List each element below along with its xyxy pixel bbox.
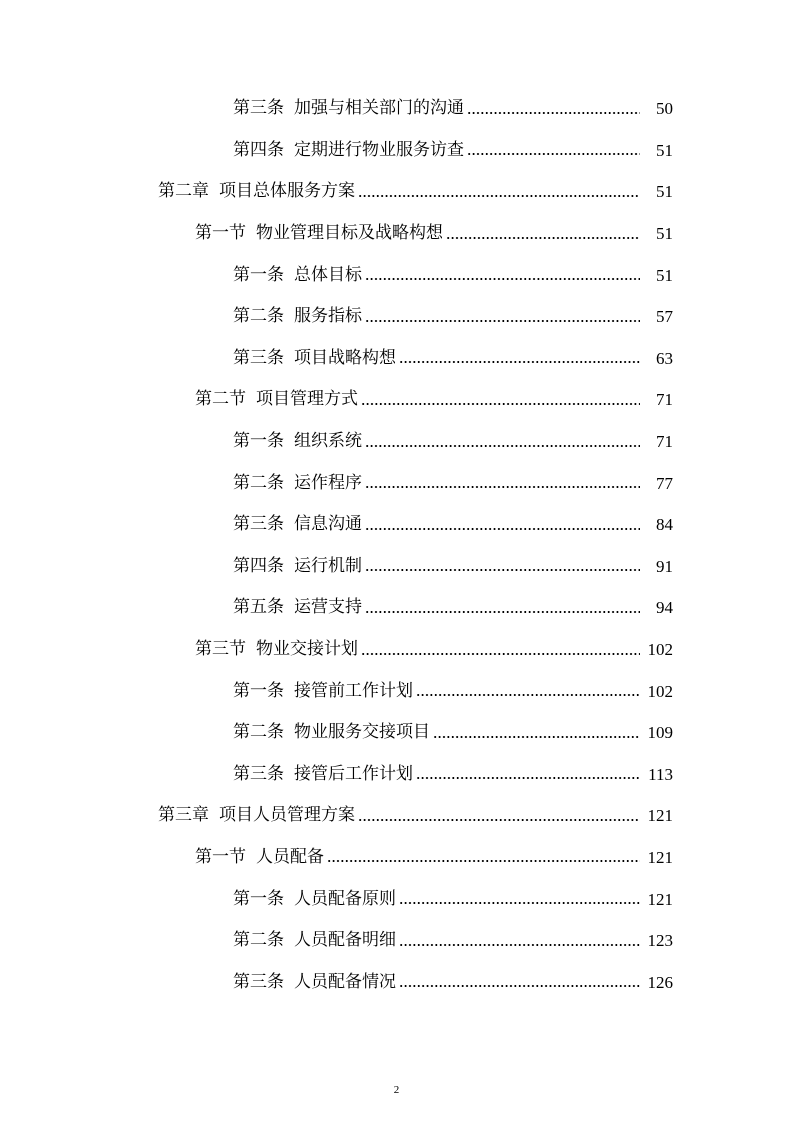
toc-dot-leader (416, 693, 640, 697)
toc-dot-leader (365, 277, 640, 281)
toc-entry-number: 第二章 (158, 181, 209, 202)
toc-dot-leader (327, 859, 640, 863)
toc-dot-leader (399, 984, 640, 988)
table-of-contents (0, 88, 793, 1003)
toc-entry-number: 第一条 (233, 680, 284, 701)
toc-entry-page: 84 (656, 515, 673, 535)
toc-entry-page: 51 (656, 140, 673, 160)
toc-entry[interactable] (0, 338, 793, 380)
toc-entry-page: 51 (656, 265, 673, 285)
toc-dot-leader (365, 319, 640, 323)
toc-entry-number: 第四条 (233, 555, 284, 576)
page-number: 2 (393, 1084, 400, 1096)
toc-entry-number: 第三条 (233, 763, 284, 784)
toc-entry-page: 102 (647, 681, 673, 701)
toc-entry-number: 第四条 (233, 139, 284, 160)
toc-dot-leader (361, 402, 640, 406)
toc-entry-page: 121 (647, 806, 673, 826)
toc-entry-title: 物业交接计划 (256, 639, 358, 660)
toc-entry-page: 94 (656, 598, 673, 618)
toc-entry-title: 加强与相关部门的沟通 (294, 98, 464, 119)
toc-entry-page: 121 (647, 847, 673, 867)
toc-entry[interactable] (0, 379, 793, 421)
toc-entry-title: 物业服务交接项目 (294, 722, 430, 743)
toc-entry[interactable] (0, 254, 793, 296)
toc-entry[interactable] (0, 213, 793, 255)
toc-entry[interactable] (0, 712, 793, 754)
toc-entry-page: 102 (647, 640, 673, 660)
toc-entry-number: 第五条 (233, 597, 284, 618)
toc-entry[interactable] (0, 88, 793, 130)
toc-entry-page: 77 (656, 473, 673, 493)
toc-entry[interactable] (0, 629, 793, 671)
toc-entry-number: 第三条 (233, 347, 284, 368)
toc-entry-title: 项目总体服务方案 (219, 181, 355, 202)
toc-entry[interactable] (0, 920, 793, 962)
toc-entry-page: 91 (656, 556, 673, 576)
toc-entry-number: 第一条 (233, 264, 284, 285)
toc-entry-number: 第二条 (233, 306, 284, 327)
toc-entry[interactable] (0, 546, 793, 588)
toc-entry[interactable] (0, 504, 793, 546)
toc-entry-page: 113 (648, 764, 673, 784)
toc-entry[interactable] (0, 296, 793, 338)
toc-dot-leader (433, 735, 640, 739)
toc-entry-number: 第一节 (195, 223, 246, 244)
toc-entry[interactable] (0, 421, 793, 463)
toc-entry-title: 接管前工作计划 (294, 680, 413, 701)
toc-dot-leader (365, 527, 640, 531)
toc-entry-page: 123 (647, 931, 673, 951)
toc-entry-number: 第一条 (233, 431, 284, 452)
toc-entry-page: 109 (647, 723, 673, 743)
toc-entry-title: 项目管理方式 (256, 389, 358, 410)
toc-entry-page: 71 (656, 432, 673, 452)
toc-entry-number: 第一节 (195, 846, 246, 867)
toc-entry-title: 运作程序 (294, 472, 362, 493)
toc-entry[interactable] (0, 878, 793, 920)
toc-entry[interactable] (0, 670, 793, 712)
toc-dot-leader (399, 360, 640, 364)
toc-entry-number: 第三章 (158, 805, 209, 826)
toc-dot-leader (416, 776, 640, 780)
toc-entry-number: 第三条 (233, 971, 284, 992)
toc-entry-page: 126 (647, 972, 673, 992)
toc-entry-page: 71 (656, 390, 673, 410)
toc-entry-number: 第二条 (233, 472, 284, 493)
toc-entry-title: 人员配备原则 (294, 888, 396, 909)
toc-entry-number: 第二条 (233, 722, 284, 743)
toc-entry[interactable] (0, 587, 793, 629)
toc-entry-page: 57 (656, 307, 673, 327)
toc-entry-page: 121 (647, 889, 673, 909)
toc-entry-title: 信息沟通 (294, 514, 362, 535)
toc-dot-leader (467, 152, 640, 156)
toc-entry-title: 项目战略构想 (294, 347, 396, 368)
toc-entry-number: 第三节 (195, 639, 246, 660)
toc-entry-title: 服务指标 (294, 306, 362, 327)
toc-dot-leader (467, 111, 640, 115)
toc-entry-title: 运营支持 (294, 597, 362, 618)
toc-entry-title: 总体目标 (294, 264, 362, 285)
toc-entry-number: 第二条 (233, 930, 284, 951)
toc-entry-title: 人员配备情况 (294, 971, 396, 992)
toc-dot-leader (358, 194, 640, 198)
toc-entry[interactable] (0, 961, 793, 1003)
toc-entry-number: 第二节 (195, 389, 246, 410)
toc-entry[interactable] (0, 795, 793, 837)
toc-entry-page: 51 (656, 224, 673, 244)
toc-dot-leader (446, 236, 640, 240)
toc-entry-page: 63 (656, 348, 673, 368)
toc-entry-number: 第三条 (233, 514, 284, 535)
toc-dot-leader (365, 610, 640, 614)
toc-entry[interactable] (0, 171, 793, 213)
toc-entry-title: 物业管理目标及战略构想 (256, 223, 443, 244)
toc-entry-title: 定期进行物业服务访查 (294, 139, 464, 160)
toc-dot-leader (399, 901, 640, 905)
toc-entry-number: 第一条 (233, 888, 284, 909)
toc-entry-page: 50 (656, 99, 673, 119)
toc-entry[interactable] (0, 837, 793, 879)
toc-entry-title: 组织系统 (294, 431, 362, 452)
toc-entry-title: 人员配备 (256, 846, 324, 867)
toc-entry[interactable] (0, 754, 793, 796)
toc-entry-title: 接管后工作计划 (294, 763, 413, 784)
toc-entry-title: 项目人员管理方案 (219, 805, 355, 826)
toc-dot-leader (365, 568, 640, 572)
toc-dot-leader (361, 652, 640, 656)
toc-entry-title: 人员配备明细 (294, 930, 396, 951)
toc-entry-title: 运行机制 (294, 555, 362, 576)
toc-dot-leader (365, 485, 640, 489)
toc-dot-leader (365, 444, 640, 448)
toc-entry[interactable] (0, 130, 793, 172)
toc-entry[interactable] (0, 462, 793, 504)
toc-entry-page: 51 (656, 182, 673, 202)
toc-entry-number: 第三条 (233, 98, 284, 119)
toc-dot-leader (358, 818, 640, 822)
toc-dot-leader (399, 943, 640, 947)
